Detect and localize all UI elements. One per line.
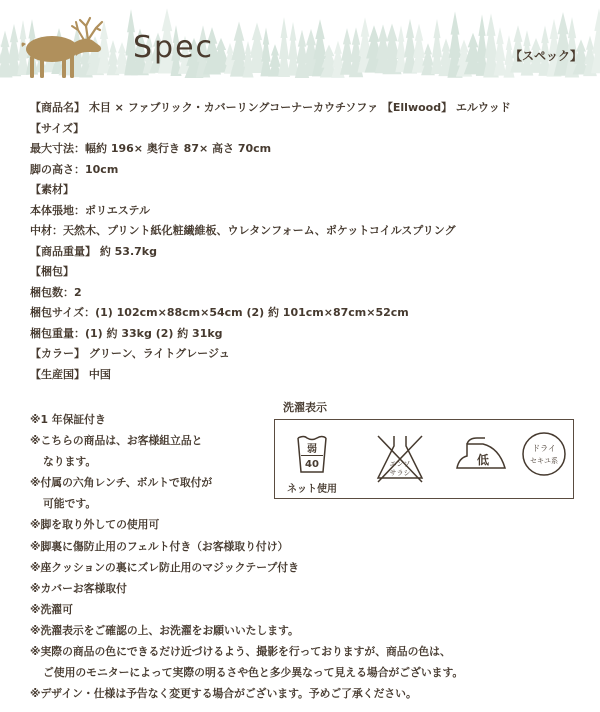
spec-max-dimensions: 最大寸法：幅約 196× 奥行き 87× 高さ 70cm [30,142,272,155]
page-title: Spec [133,30,215,65]
spec-upholstery: 本体張地：ポリエステル [30,203,151,217]
spec-material-heading: 【素材】 [30,183,74,196]
note-velcro: ※座クッションの裏にズレ防止用のマジックテープ付き [30,560,299,574]
note-assembly-1: ※こちらの商品は、お客様組立品と [30,434,203,448]
wash-temp-text: 40 [305,459,319,470]
note-felt: ※脚裏に傷防止用のフェルト付き（お客様取り付け） [30,539,289,553]
note-color-1: ※実際の商品の色にできるだけ近づけるよう、撮影を行っておりますが、商品の色は、 [30,645,451,659]
header-banner [0,0,600,84]
spec-product-name: 【商品名】 木目 × ファブリック・カバーリングコーナーカウチソファ 【Ellwood】 エルウッド [30,101,511,114]
notes-list [30,409,590,704]
spec-list [30,98,590,385]
note-washable: ※洗濯可 [30,602,73,616]
bleach-text-1: エンソ [389,460,411,468]
dry-text-1: ドライ [532,444,556,453]
iron-temp-text: 低 [476,453,490,467]
spec-filling: 中材：天然木、プリント紙化粧繊維板、ウレタンフォーム、ポケットコイルスプリング [30,224,456,237]
note-warranty: ※1 年保証付き [30,413,106,426]
note-color-2: ご使用のモニターによって実際の明るさや色と多少異なって見える場合がございます。 [43,666,464,680]
spec-package-weight: 梱包重量：(1) 約 33kg (2) 約 31kg [30,326,223,340]
spec-color: 【カラー】 グリーン、ライトグレージュ [30,347,230,360]
spec-origin: 【生産国】 中国 [30,367,111,381]
pine-tree-icon [278,17,290,77]
note-legs-removable: ※脚を取り外しての使用可 [30,518,160,532]
note-cover: ※カバーお客様取付 [30,581,127,595]
note-tools-2: 可能です。 [43,497,97,511]
spec-package-size: 梱包サイズ：(1) 102cm×88cm×54cm (2) 約 101cm×87cm×52cm [30,306,409,319]
pine-tree-icon [287,22,299,76]
forest-illustration [0,0,600,84]
wash-label-title: 洗濯表示 [283,401,327,414]
note-wash-label: ※洗濯表示をご確認の上、お洗濯をお願いいたします。 [30,623,299,637]
wash-net-label: ネット使用 [287,484,337,495]
bleach-text-2: サラシ [389,469,411,477]
spec-leg-height: 脚の高さ：10cm [30,162,119,176]
note-tools-1: ※付属の六角レンチ、ボルトで取付が [30,476,213,490]
spec-weight: 【商品重量】 約 53.7kg [30,244,157,258]
wash-strength-text: 弱 [307,444,317,455]
page-subtitle: 【スペック】 [509,49,582,63]
spec-packing-heading: 【梱包】 [30,265,74,278]
note-assembly-2: なります。 [43,455,97,469]
dry-text-2: セキユ系 [530,457,558,465]
spec-package-count: 梱包数：2 [30,285,82,299]
note-design-change: ※デザイン・仕様は予告なく変更する場合がございます。予めご了承ください。 [30,687,417,701]
spec-size-heading: 【サイズ】 [30,121,85,135]
pine-tree-icon [431,19,443,74]
